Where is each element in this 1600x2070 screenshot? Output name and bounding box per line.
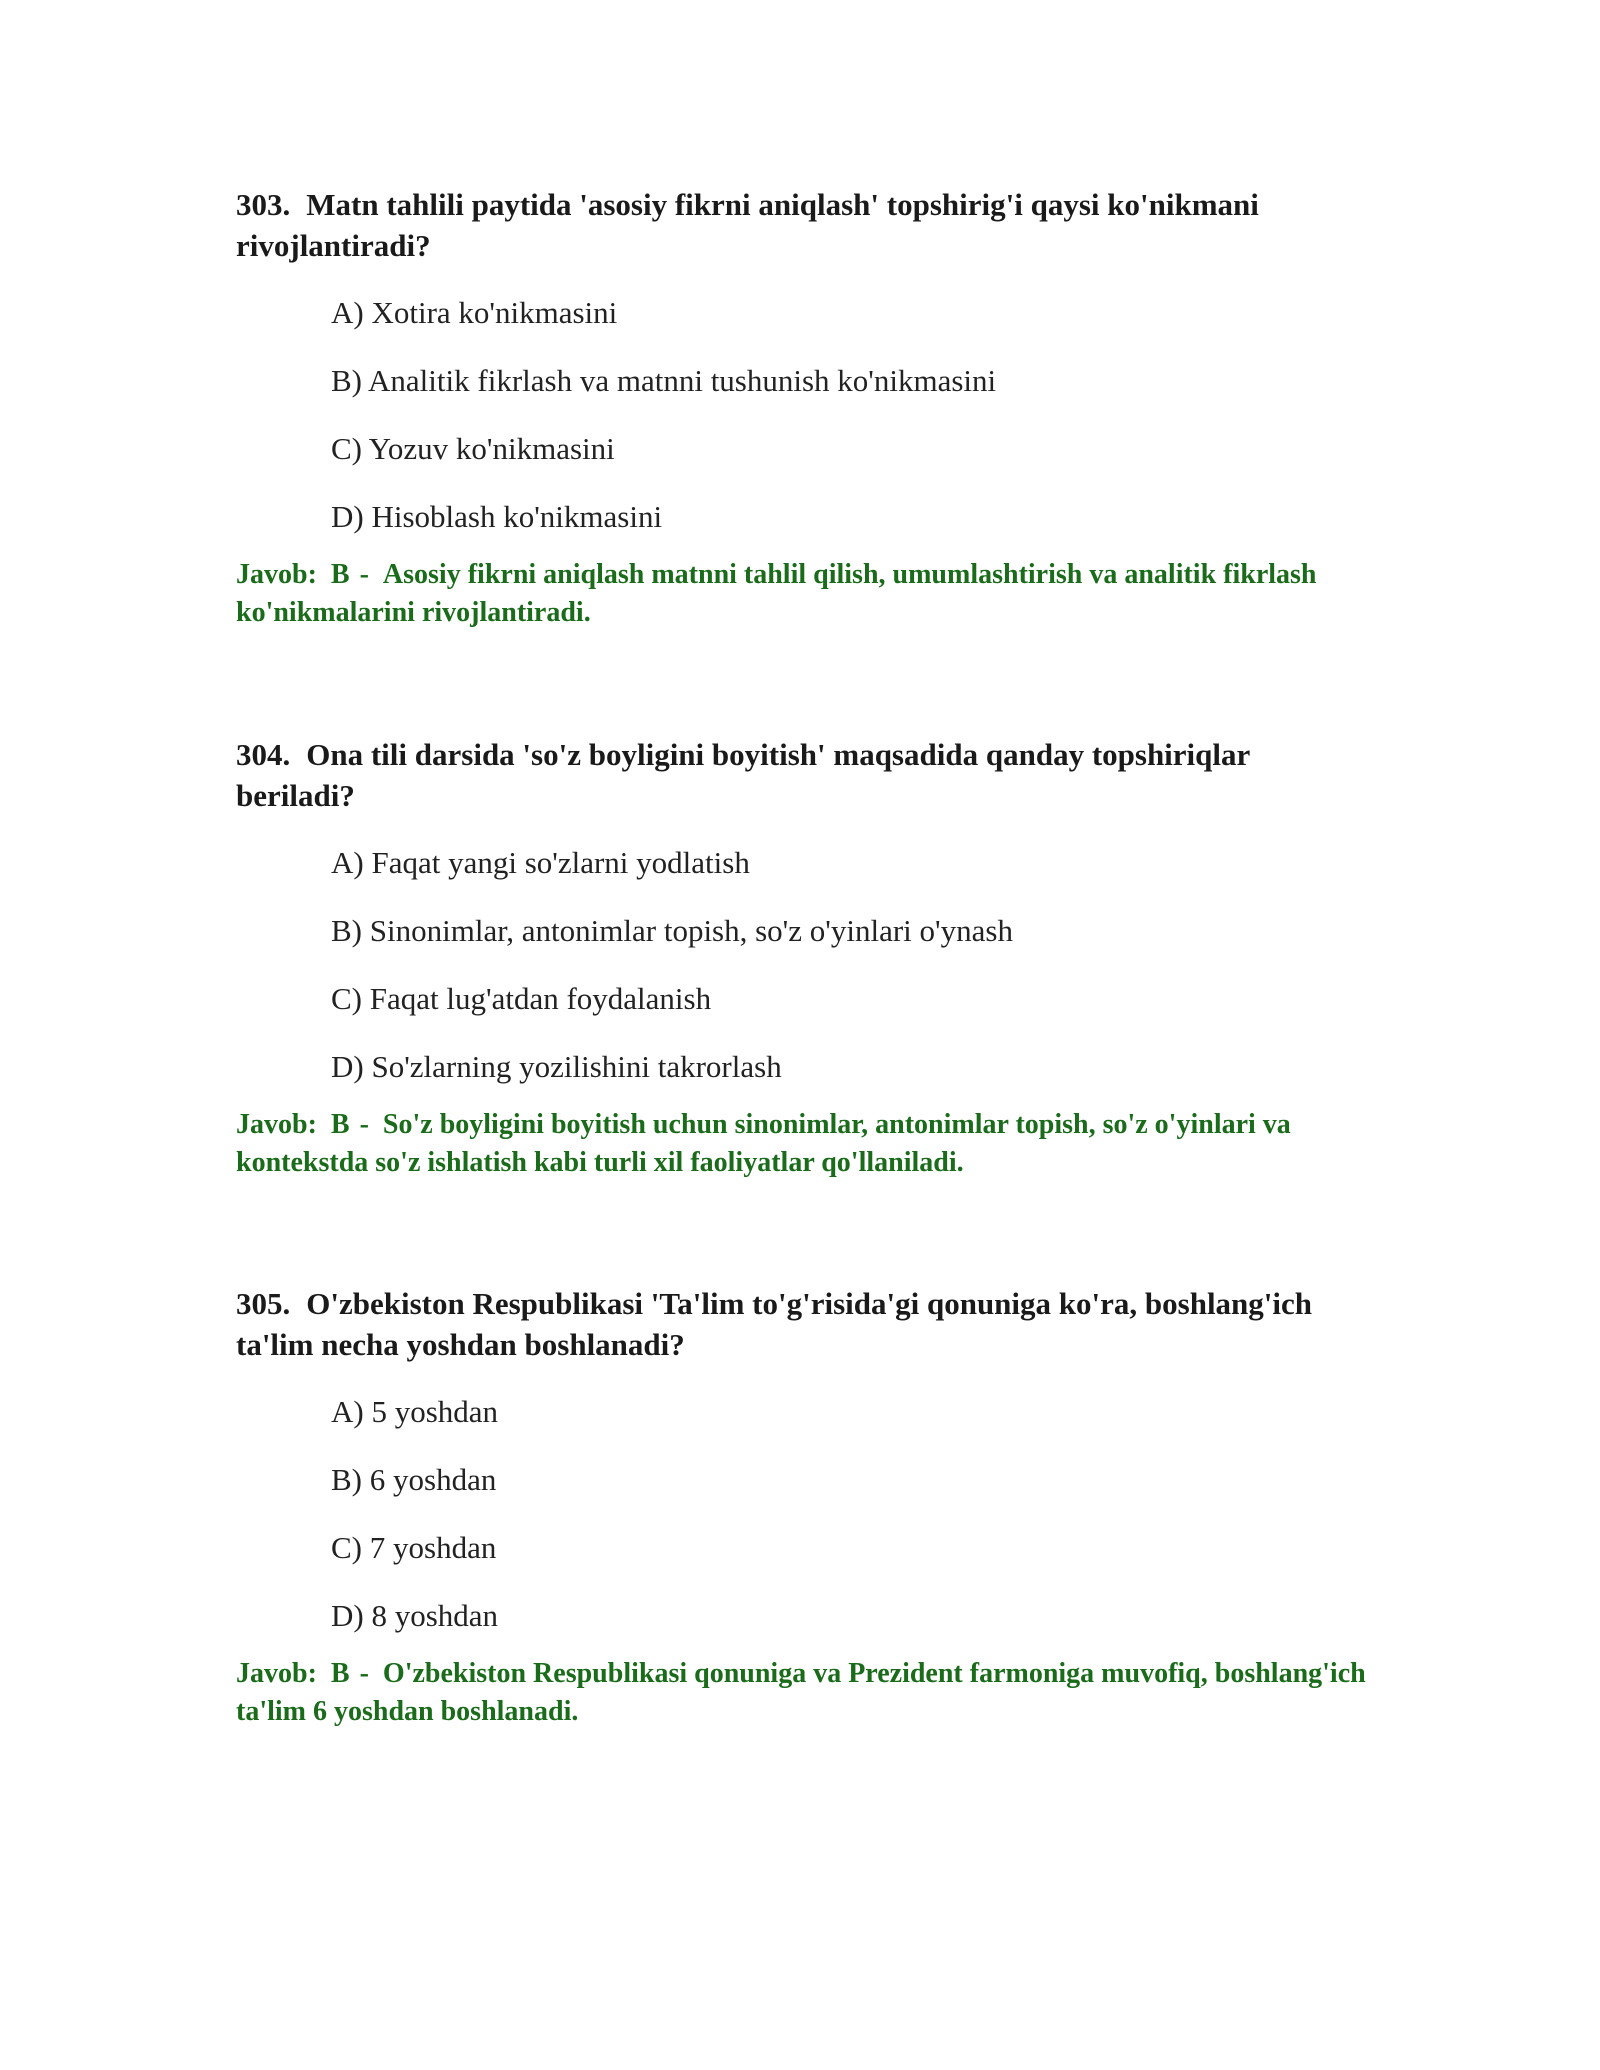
answer-dash: - <box>359 1658 369 1689</box>
option-c: C) Yozuv ko'nikmasini <box>331 431 615 466</box>
option-c: C) Faqat lug'atdan foydalanish <box>331 981 712 1016</box>
answer-dash: - <box>359 559 369 590</box>
question-title <box>236 734 1366 816</box>
answer-label: Javob: <box>236 1109 317 1140</box>
option-c: C) 7 yoshdan <box>331 1530 497 1565</box>
options-list <box>331 842 1366 1087</box>
answer-letter: B <box>330 1109 350 1140</box>
question-title <box>236 184 1366 266</box>
question-block-304 <box>236 734 1366 1182</box>
option-a: A) Faqat yangi so'zlarni yodlatish <box>331 845 750 880</box>
answer-letter: B <box>330 559 350 590</box>
answer-text: Asosiy fikrni aniqlash matnni tahlil qilish, umumlashtirish va analitik fikrlash ko'nikmalarini rivojlantiradi. <box>236 559 1317 628</box>
answer-text: O'zbekiston Respublikasi qonuniga va Prezident farmoniga muvofiq, boshlang'ich ta'lim 6 yoshdan boshlanadi. <box>236 1658 1366 1727</box>
options-list <box>331 292 1366 537</box>
option-b: B) Analitik fikrlash va matnni tushunish ko'nikmasini <box>331 363 997 398</box>
answer-label: Javob: <box>236 559 317 590</box>
answer-explanation <box>236 1106 1366 1182</box>
question-text: O'zbekiston Respublikasi 'Ta'lim to'g'risida'gi qonuniga ko'ra, boshlang'ich ta'lim necha yoshdan boshlanadi? <box>236 1286 1313 1362</box>
option-a: A) Xotira ko'nikmasini <box>331 295 618 330</box>
answer-explanation <box>236 556 1366 632</box>
answer-explanation <box>236 1655 1366 1731</box>
question-number: 303. <box>236 187 291 222</box>
question-title <box>236 1283 1366 1365</box>
answer-label: Javob: <box>236 1658 317 1689</box>
option-a: A) 5 yoshdan <box>331 1394 499 1429</box>
question-block-305 <box>236 1283 1366 1731</box>
question-text: Ona tili darsida 'so'z boyligini boyitish' maqsadida qanday topshiriqlar beriladi? <box>236 737 1250 813</box>
question-block-303 <box>236 184 1366 632</box>
answer-text: So'z boyligini boyitish uchun sinonimlar, antonimlar topish, so'z o'yinlari va kontekstda so'z ishlatish kabi turli xil faoliyatlar qo'llaniladi. <box>236 1109 1291 1178</box>
option-d: D) Hisoblash ko'nikmasini <box>331 499 663 534</box>
answer-dash: - <box>359 1109 369 1140</box>
question-number: 305. <box>236 1286 291 1321</box>
option-b: B) Sinonimlar, antonimlar topish, so'z o'yinlari o'ynash <box>331 913 1013 948</box>
question-number: 304. <box>236 737 291 772</box>
option-d: D) 8 yoshdan <box>331 1598 499 1633</box>
answer-letter: B <box>330 1658 350 1689</box>
options-list <box>331 1391 1366 1636</box>
option-d: D) So'zlarning yozilishini takrorlash <box>331 1049 782 1084</box>
option-b: B) 6 yoshdan <box>331 1462 497 1497</box>
question-text: Matn tahlili paytida 'asosiy fikrni aniqlash' topshirig'i qaysi ko'nikmani rivojlantiradi? <box>236 187 1259 263</box>
